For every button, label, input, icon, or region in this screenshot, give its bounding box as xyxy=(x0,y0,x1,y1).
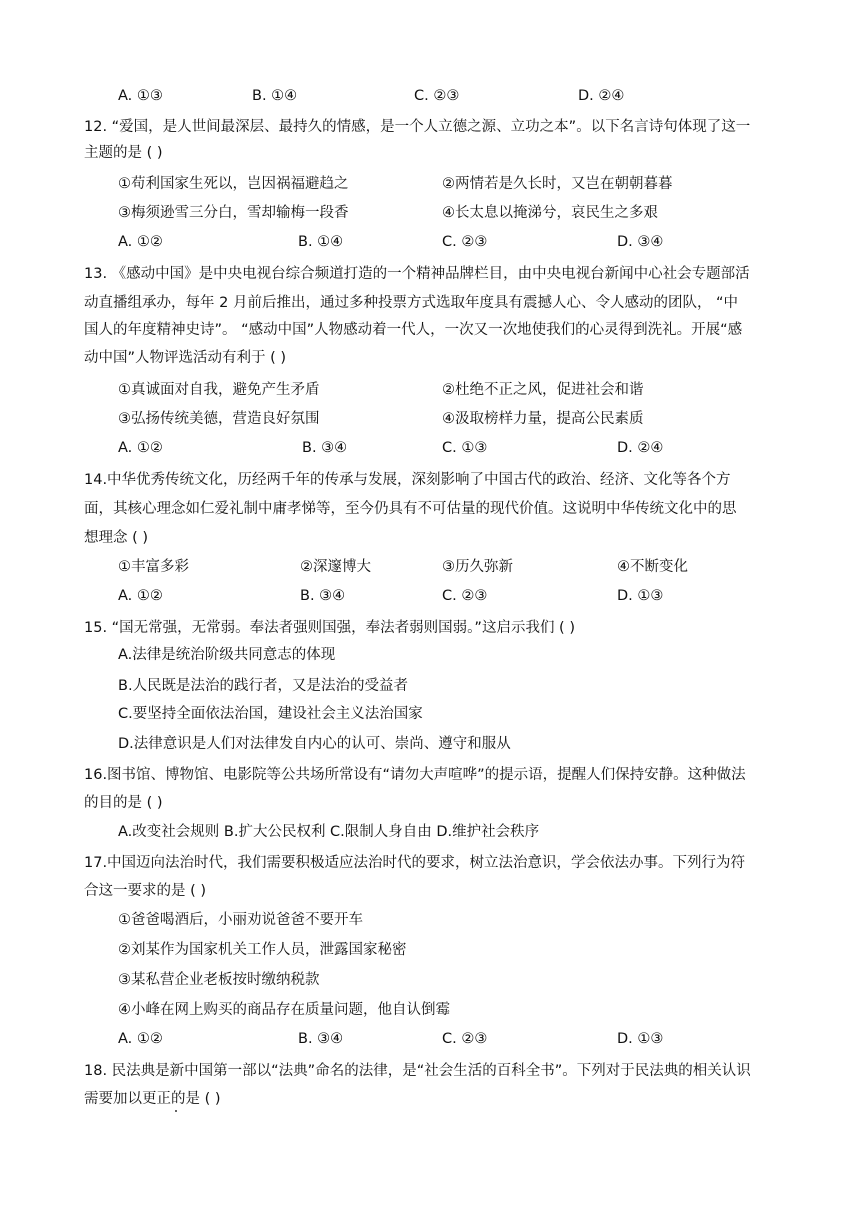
q11-choice-c: C. ②③ xyxy=(414,88,460,104)
q13-item-3: ③弘扬传统美德，营造良好氛围 xyxy=(118,411,320,427)
q14-item-2: ②深邃博大 xyxy=(300,559,371,575)
q13-item-4: ④汲取榜样力量，提高公民素质 xyxy=(442,411,644,427)
q17-choice-c: C. ②③ xyxy=(442,1031,488,1047)
q15-option-d: D.法律意识是人们对法律发自内心的认可、崇尚、遵守和服从 xyxy=(118,736,511,752)
q18-stem-line1: 18. 民法典是新中国第一部以“法典”命名的法律，是“社会生活的百科全书”。下列对于民法典的相关认识 xyxy=(84,1063,751,1079)
q15-stem: 15. “国无常强，无常弱。奉法者强则国强，奉法者弱则国弱。”这启示我们 ( ) xyxy=(84,620,575,636)
q13-stem-line4: 动中国”人物评选活动有利于 ( ) xyxy=(84,350,287,366)
q12-item-4: ④长太息以掩涕兮，哀民生之多艰 xyxy=(442,205,658,221)
q15-option-a: A.法律是统治阶级共同意志的体现 xyxy=(118,647,336,663)
q14-stem-line2: 面，其核心理念如仁爱礼制中庸孝悌等，至今仍具有不可估量的现代价值。这说明中华传统文化中的思 xyxy=(84,501,737,517)
q12-choice-b: B. ①④ xyxy=(298,234,344,250)
q11-choice-d: D. ②④ xyxy=(578,88,625,104)
q14-item-1: ①丰富多彩 xyxy=(118,559,189,575)
q13-choice-b: B. ③④ xyxy=(302,440,348,456)
q17-choice-b: B. ③④ xyxy=(298,1031,344,1047)
q12-choice-a: A. ①② xyxy=(118,234,163,250)
q12-stem-line1: 12. “爱国，是人世间最深层、最持久的情感，是一个人立德之源、立功之本”。以下名言诗句体现了这一 xyxy=(84,119,751,135)
q13-stem-line1: 13. 《感动中国》是中央电视台综合频道打造的一个精神品牌栏目，由中央电视台新闻中心社会专题部活 xyxy=(84,266,750,282)
q14-stem-line1: 14.中华优秀传统文化，历经两千年的传承与发展，深刻影响了中国古代的政治、经济、文化等各个方 xyxy=(84,472,731,488)
q14-choice-b: B. ③④ xyxy=(300,588,346,604)
q16-stem-line2: 的目的是 ( ) xyxy=(84,795,163,811)
q14-choice-d: D. ①③ xyxy=(617,588,664,604)
q17-item-1: ①爸爸喝酒后，小丽劝说爸爸不要开车 xyxy=(118,912,363,928)
q14-stem-line3: 想理念 ( ) xyxy=(84,530,149,546)
q14-choice-c: C. ②③ xyxy=(442,588,488,604)
q15-option-c: C.要坚持全面依法治国，建设社会主义法治国家 xyxy=(118,706,423,722)
q13-choice-d: D. ②④ xyxy=(617,440,664,456)
q11-choice-a: A. ①③ xyxy=(118,88,163,104)
q13-item-1: ①真诚面对自我，避免产生矛盾 xyxy=(118,382,320,398)
q13-stem-line3: 国人的年度精神史诗”。 “感动中国”人物感动着一代人，一次又一次地使我们的心灵得到洗礼。开展“感 xyxy=(84,322,743,338)
q13-stem-line2: 动直播组承办，每年 2 月前后推出，通过多种投票方式选取年度具有震撼人心、令人感动的团队， “中 xyxy=(84,295,739,311)
q16-choices: A.改变社会规则 B.扩大公民权利 C.限制人身自由 D.维护社会秩序 xyxy=(118,824,540,840)
stray-mark xyxy=(175,1110,177,1112)
q18-stem-line2: 需要加以更正的是 ( ) xyxy=(84,1091,221,1107)
q17-stem-line2: 合这一要求的是 ( ) xyxy=(84,883,207,899)
q17-choice-d: D. ①③ xyxy=(617,1031,664,1047)
q13-item-2: ②杜绝不正之风，促进社会和谐 xyxy=(442,382,644,398)
q12-stem-line2: 主题的是 ( ) xyxy=(84,145,163,161)
q14-item-4: ④不断变化 xyxy=(617,559,688,575)
q13-choice-a: A. ①② xyxy=(118,440,163,456)
q12-item-2: ②两情若是久长时，又岂在朝朝暮暮 xyxy=(442,176,673,192)
q14-choice-a: A. ①② xyxy=(118,588,163,604)
q12-choice-c: C. ②③ xyxy=(442,234,488,250)
q17-choice-a: A. ①② xyxy=(118,1031,163,1047)
q12-item-1: ①苟利国家生死以，岂因祸福避趋之 xyxy=(118,176,349,192)
q17-item-2: ②刘某作为国家机关工作人员，泄露国家秘密 xyxy=(118,942,407,958)
q12-choice-d: D. ③④ xyxy=(617,234,664,250)
q13-choice-c: C. ①③ xyxy=(442,440,488,456)
q12-item-3: ③梅须逊雪三分白，雪却输梅一段香 xyxy=(118,205,349,221)
q16-stem-line1: 16.图书馆、博物馆、电影院等公共场所常设有“请勿大声喧哗”的提示语，提醒人们保持安静。这种做法 xyxy=(84,767,746,783)
q11-choice-b: B. ①④ xyxy=(252,88,298,104)
q14-item-3: ③历久弥新 xyxy=(442,559,513,575)
q17-item-3: ③某私营企业老板按时缴纳税款 xyxy=(118,972,320,988)
q15-option-b: B.人民既是法治的践行者，又是法治的受益者 xyxy=(118,678,409,694)
q17-stem-line1: 17.中国迈向法治时代，我们需要积极适应法治时代的要求，树立法治意识，学会依法办事。下列行为符 xyxy=(84,855,746,871)
q17-item-4: ④小峰在网上购买的商品存在质量问题，他自认倒霉 xyxy=(118,1002,450,1018)
